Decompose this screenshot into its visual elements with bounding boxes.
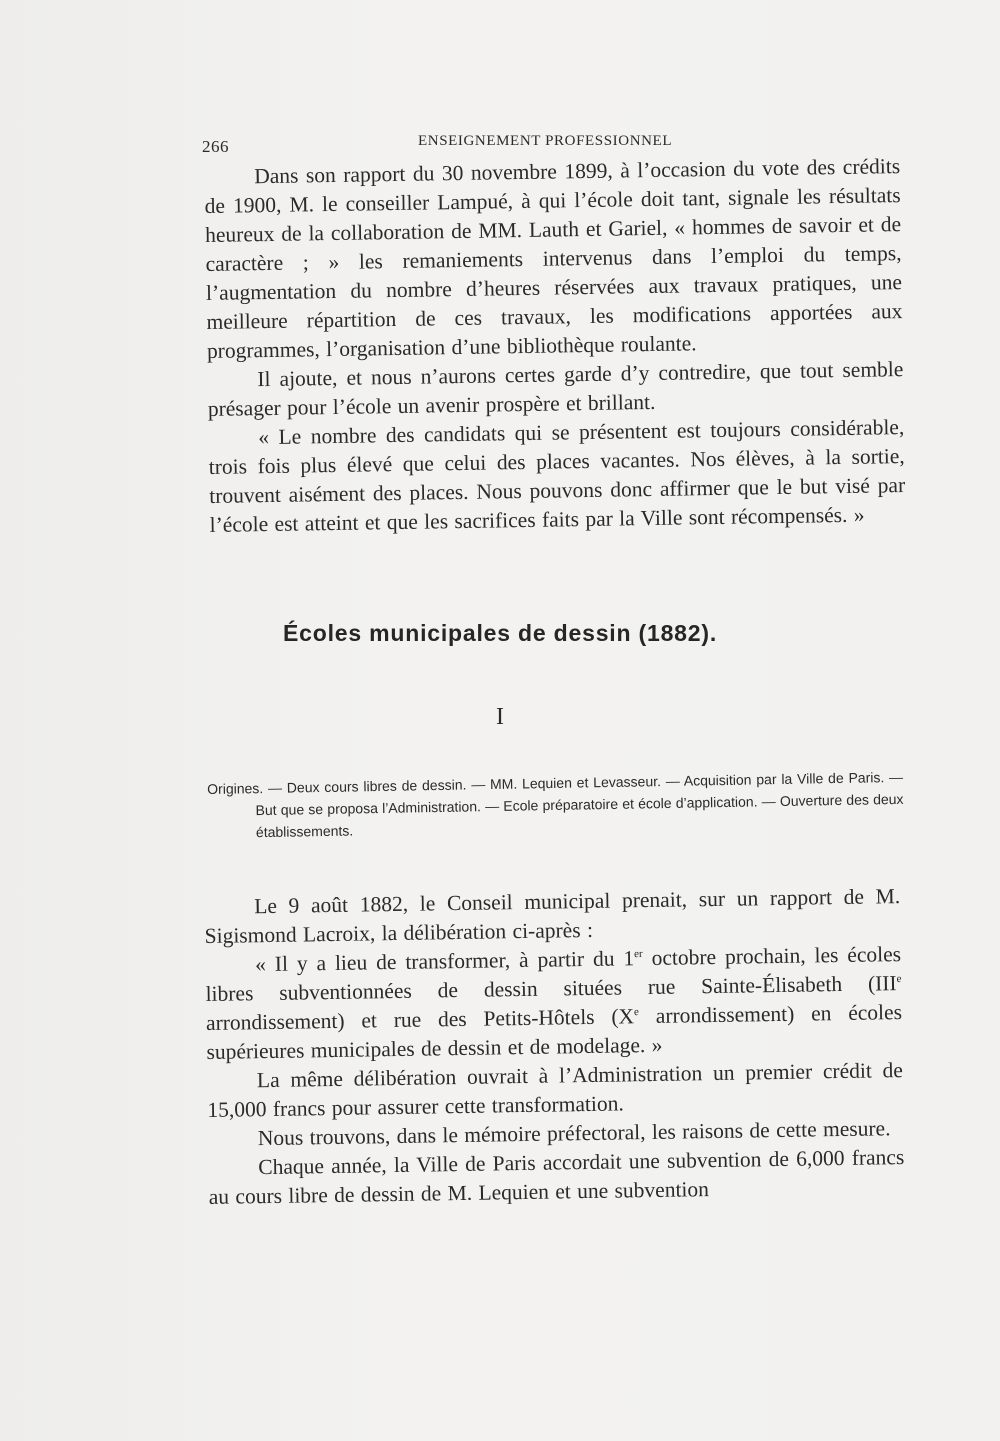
page-number: 266 bbox=[202, 137, 229, 156]
paragraph-candidats: « Le nombre des candidats qui se présentent est toujours considérable, trois fois plus élevé que celui des places vacantes. Nos élèves, à la sortie, trouvent aisément des places. Nous pouvons donc affirmer que le but visé par l’école est atteint et que les sacrifices faits par la Ville sont récompensés. » bbox=[208, 415, 906, 537]
ordinal-superscript: e bbox=[896, 972, 902, 985]
paragraph-memoire: Nous trouvons, dans le mémoire préfectoral, les raisons de cette mesure. bbox=[257, 1116, 891, 1151]
chapter-summary: Origines. — Deux cours libres de dessin. — MM. Lequien et Levasseur. — Acquisition par la Ville de Paris. — But que se proposa l’Administration. — Ecole préparatoire et école d’application. — Ouverture des deux établissements. bbox=[207, 768, 904, 841]
running-title: ENSEIGNEMENT PROFESSIONNEL bbox=[418, 133, 673, 149]
section-1-text bbox=[204, 152, 906, 540]
paragraph-quote bbox=[205, 940, 903, 1067]
section-heading: Écoles municipales de dessin (1882). bbox=[282, 620, 718, 646]
paragraph-rapport: Dans son rapport du 30 novembre 1899, à l’occasion du vote des crédits de 1900, M. le conseiller Lampué, à qui l’école doit tant, signale les résultats heureux de la collaboration de MM. Lauth et Gariel, « hommes de savoir et de caractère ; » les remaniements intervenus dans l’emploi du temps, l’augmentation du nombre d’heures réservées aux travaux pratiques, une meilleure répartition de ces travaux, les modifications apportées aux programmes, l’organisation d’une bibliothèque roulante. bbox=[204, 154, 903, 363]
paragraph-credit: La même délibération ouvrait à l’Administration un premier crédit de 15,000 francs pour assurer cette transformation. bbox=[207, 1058, 904, 1122]
section-2-text bbox=[204, 882, 905, 1212]
paragraph-ajoute: Il ajoute, et nous n’aurons certes garde d’y contredire, que tout semble présager pour l’école un avenir prospère et brillant. bbox=[207, 357, 904, 421]
paragraph-deliberation: Le 9 août 1882, le Conseil municipal prenait, sur un rapport de M. Sigismond Lacroix, la délibération ci-après : bbox=[204, 884, 901, 948]
quote-part-2: octobre prochain, les écoles libres subventionnées de dessin situées rue Sainte-Élisabeth (III bbox=[205, 942, 902, 1006]
paragraph-subvention: Chaque année, la Ville de Paris accordait une subvention de 6,000 francs au cours libre de dessin de M. Lequien et une subvention bbox=[208, 1145, 905, 1209]
quote-part-1: « Il y a lieu de transformer, à partir du 1 bbox=[254, 946, 635, 977]
chapter-numeral: I bbox=[496, 704, 504, 730]
quote-part-4: arrondissement) en écoles supérieures municipales de dessin et de modelage. » bbox=[206, 1000, 903, 1064]
quote-part-3: arrondissement) et rue des Petits-Hôtels (X bbox=[205, 1004, 635, 1035]
ordinal-superscript: e bbox=[633, 1006, 639, 1019]
running-head bbox=[202, 131, 902, 155]
ordinal-superscript: er bbox=[634, 947, 643, 961]
